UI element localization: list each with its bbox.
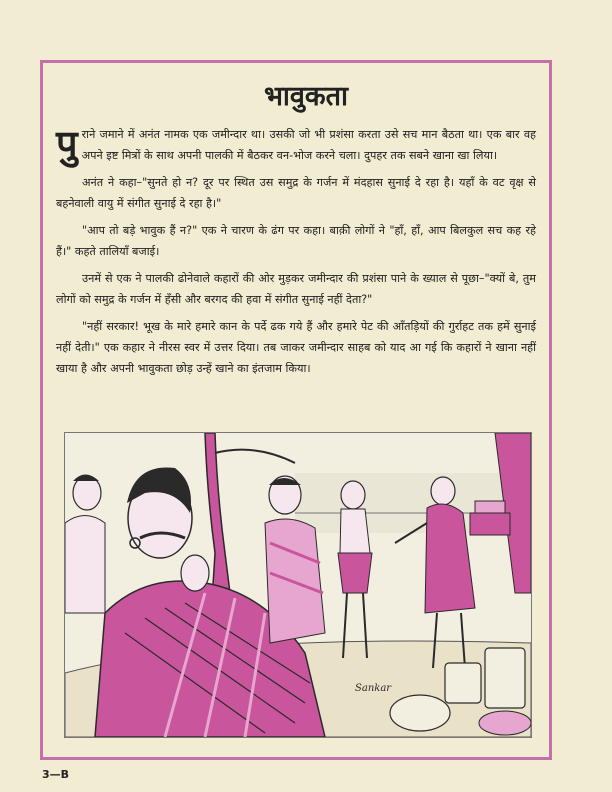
- drop-cap: पु: [56, 122, 78, 166]
- palanquin: [470, 501, 510, 535]
- illustration-art: [65, 433, 531, 737]
- page-number: 3—B: [42, 768, 70, 781]
- paragraph-5: "नहीं सरकार! भूख के मारे हमारे कान के पर्दे ढक गये हैं और हमारे पेट की आँतड़ियों की गुर्राहट तक हमें सुनाई नहीं देती।" एक कहार ने नीरस स्वर में उत्तर दिया। तब जाकर जमीन्दार साहब को याद आ गई कि कहारों ने खाना नहीं खाया है और अपनी भावुकता छोड़ उन्हें खाने का इंतजाम किया।: [56, 320, 536, 375]
- paragraph-1-text: राने जमाने में अनंत नामक एक जमीन्दार था। उसकी जो भी प्रशंसा करता उसे सच मान बैठता था। एक बार वह अपने इष्ट मित्रों के साथ अपनी पालकी में बैठकर वन-भोज करने चला। दुपहर तक सबने खाना खा लिया।: [81, 128, 536, 162]
- paragraph-4: उनमें से एक ने पालकी ढोनेवाले कहारों की ओर मुड़कर जमीन्दार की प्रशंसा पाने के ख्याल से पूछा–"क्यों बे, तुम लोगों को समुद्र के गर्जन में हँसी और बरगद की हवा में संगीत सुनाई नहीं देता?": [56, 272, 536, 306]
- paragraph-3: "आप तो बड़े भावुक हैं न?" एक ने चारण के ढंग पर कहा। बाक़ी लोगों ने "हाँ, हाँ, आप बिलकुल सच कह रहे हैं।" कहते तालियाँ बजाई।: [56, 224, 536, 258]
- story-body: [56, 124, 536, 385]
- paragraph-1: [56, 124, 536, 166]
- story-illustration: [64, 432, 532, 738]
- artist-signature: Sankar: [355, 683, 392, 694]
- story-title: भावुकता: [263, 81, 349, 112]
- paragraph-2: अनंत ने कहा–"सुनते हो न? दूर पर स्थित उस समुद्र के गर्जन में मंदहास सुनाई दे रहा है। यहाँ के वट वृक्ष से बहनेवाली वायु में संगीत सुनाई दे रहा है।": [56, 176, 536, 210]
